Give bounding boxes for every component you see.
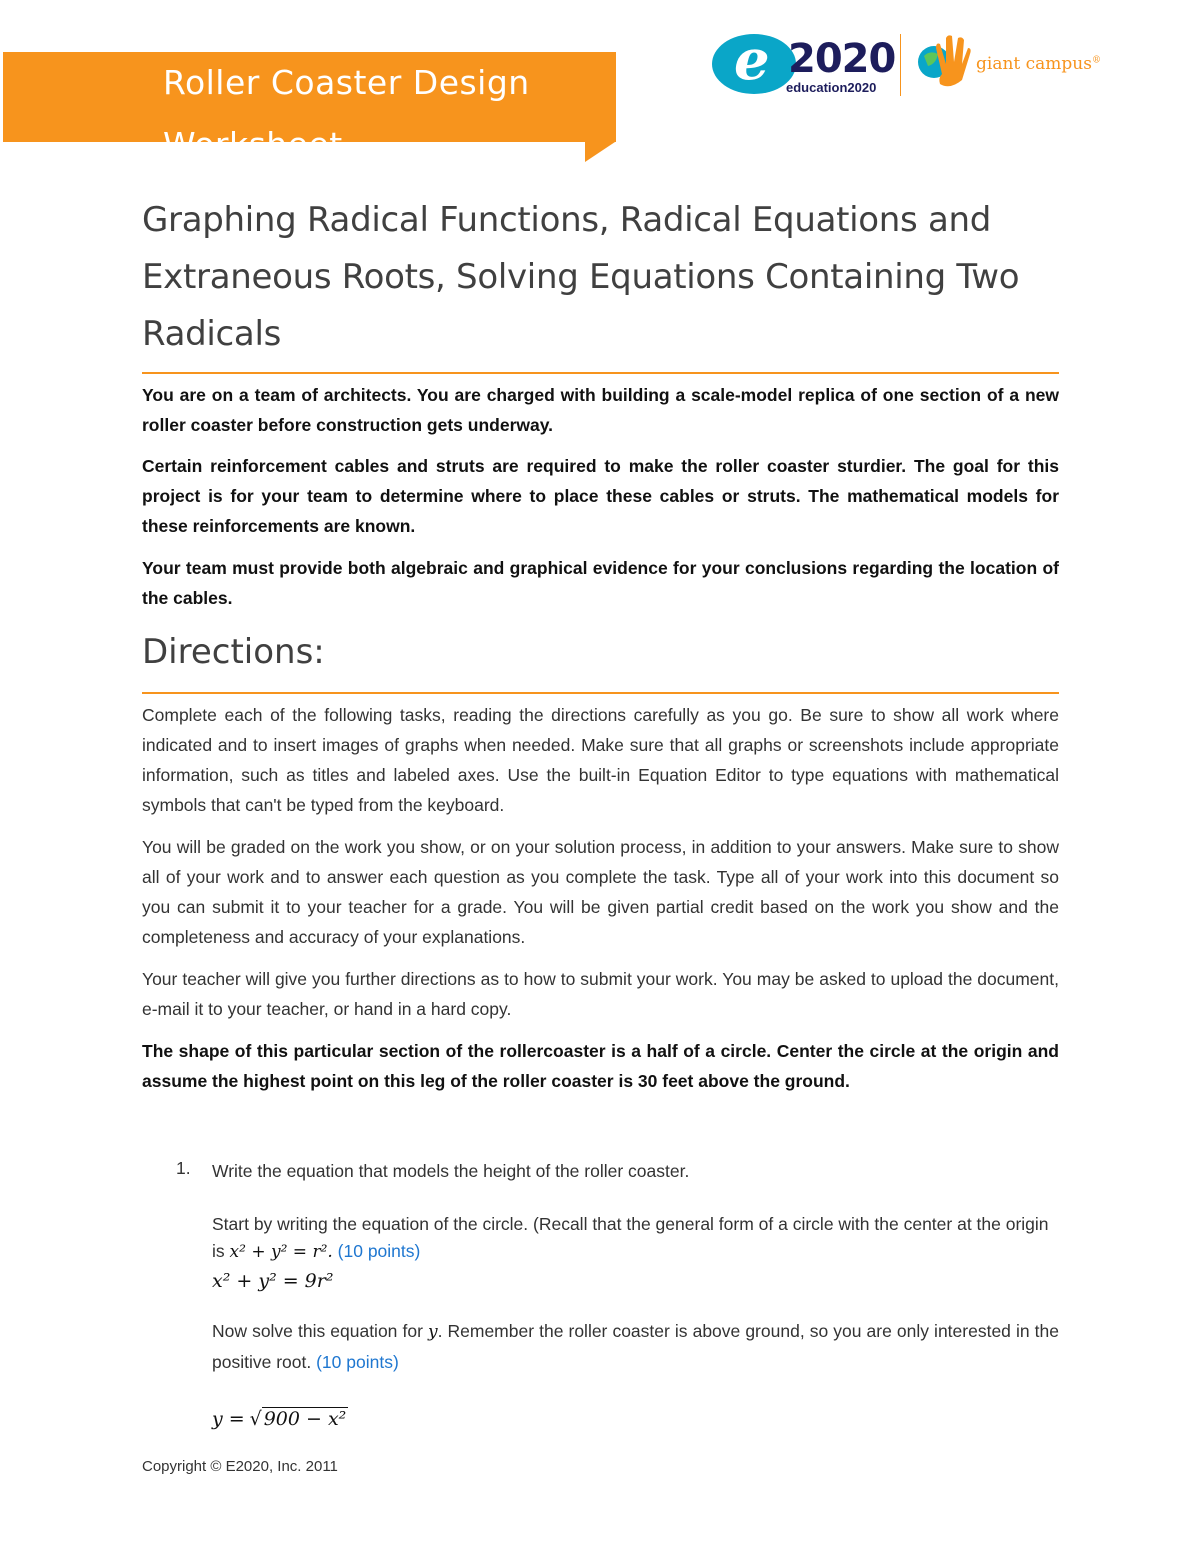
question-1a-answer: x² + y² = 9r²: [212, 1270, 334, 1292]
question-1a-instructions: Start by writing the equation of the circle. (Recall that the general form of a circle with the center at the origin is: [212, 1214, 1049, 1261]
question-1a-points: (10 points): [337, 1241, 421, 1261]
giant-campus-globe-icon: [910, 34, 976, 96]
question-1b-instructions-end: . Remember the roller coaster is above ground, so you are only interested in the positive root.: [212, 1321, 1059, 1372]
question-1-prompt: Write the equation that models the height of the roller coaster.: [212, 1161, 690, 1181]
logo-subbrand: education2020: [786, 80, 877, 95]
directions-paragraph-1: Complete each of the following tasks, reading the directions carefully as you go. Be sure to show all work where indicated and to insert images of graphs when needed. Make sure that all graphs or screenshots include appropriate information, such as titles and labeled axes. Use the built-in Equation Editor to type equations with mathematical symbols that can't be typed from the keyboard.: [142, 705, 1059, 815]
intro-paragraph-3: Your team must provide both algebraic and graphical evidence for your conclusions regarding the location of the cables.: [142, 558, 1059, 608]
intro-paragraph-1: You are on a team of architects. You are charged with building a scale-model replica of one section of a new roller coaster before construction gets underway.: [142, 385, 1059, 435]
directions-paragraph-2: You will be graded on the work you show, or on your solution process, in addition to your answers. Make sure to show all of your work and to answer each question as you complete the task. Type all of your work into this document so you can submit it to your teacher for a grade. You will be given partial credit based on the work you show and the completeness and accuracy of your explanations.: [142, 837, 1059, 947]
intro-paragraph-2: Certain reinforcement cables and struts are required to make the roller coaster sturdier. The goal for this project is for your team to determine where to place these cables or struts. The mathematical models for these reinforcements are known.: [142, 456, 1059, 536]
title-divider: [142, 372, 1059, 374]
directions-emphasis: The shape of this particular section of the rollercoaster is a half of a circle. Center the circle at the origin and assume the highest point on this leg of the roller coaster is 30 feet above the ground.: [142, 1041, 1059, 1091]
logo-divider: [900, 34, 901, 96]
copyright-footer: Copyright © E2020, Inc. 2011: [142, 1458, 338, 1475]
question-1b-answer: [212, 1406, 1059, 1433]
question-1b-points: (10 points): [316, 1352, 399, 1372]
question-1b-text: [212, 1316, 1059, 1377]
circle-general-form: x² + y² = r².: [229, 1242, 333, 1262]
sqrt-symbol: √: [249, 1408, 262, 1430]
question-1-number: 1.: [176, 1158, 191, 1178]
e2020-logo-mark: [712, 27, 796, 94]
directions-heading: Directions:: [142, 632, 325, 672]
logo-partner-mark: ®: [1091, 55, 1101, 66]
publisher-logo: [710, 27, 1110, 104]
directions-divider: [142, 692, 1059, 694]
directions-paragraph-3: Your teacher will give you further directions as to how to submit your work. You may be asked to upload the document, e-mail it to your teacher, or hand in a hard copy.: [142, 969, 1059, 1019]
logo-partner-name: giant campus: [976, 54, 1092, 74]
page-title: Graphing Radical Functions, Radical Equations and Extraneous Roots, Solving Equations Containing Two Radicals: [142, 200, 1020, 354]
answer-lhs: y =: [212, 1408, 245, 1430]
logo-partner: [976, 54, 1101, 74]
question-1a-text: [212, 1211, 1059, 1266]
logo-e-letter: e: [734, 27, 770, 93]
logo-brand: 2020: [788, 36, 896, 82]
banner-tail: [585, 142, 615, 162]
header-banner: [3, 52, 616, 164]
banner-title: Roller Coaster Design Worksheet: [163, 63, 530, 164]
answer-radicand: 900 − x²: [263, 1408, 347, 1430]
question-1b-variable: y: [427, 1322, 438, 1342]
question-1b-instructions-start: Now solve this equation for: [212, 1321, 423, 1341]
